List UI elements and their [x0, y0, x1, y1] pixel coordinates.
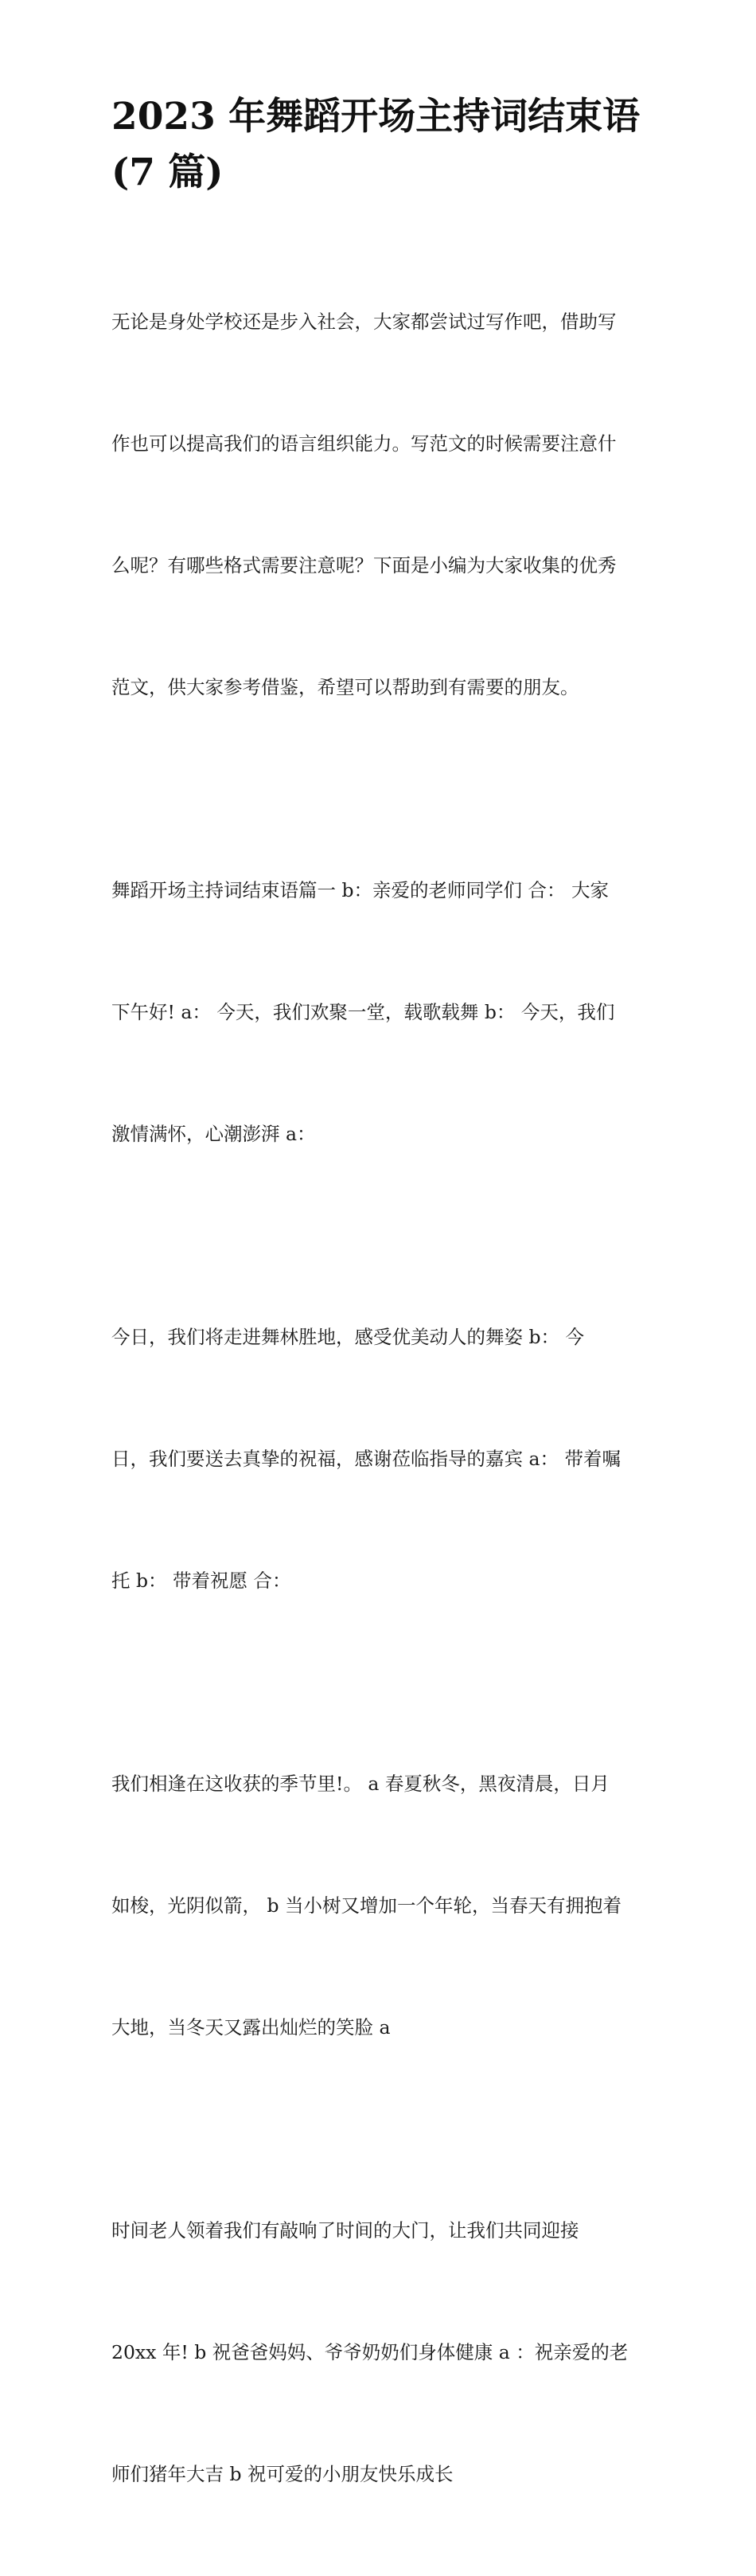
document-body: [111, 221, 661, 2576]
paragraph-blessing: [111, 2129, 661, 2576]
paragraph-opening: [111, 789, 661, 1236]
title-line-1: 2023 年舞蹈开场主持词结束语: [111, 95, 641, 139]
text-line: 20xx 年! b 祝爸爸妈妈、爷爷奶奶们身体健康 a ：祝亲爱的老: [111, 2341, 629, 2363]
text-line: 范文，供大家参考借鉴，希望可以帮助到有需要的朋友。: [111, 676, 579, 698]
text-line: 么呢？有哪些格式需要注意呢？下面是小编为大家收集的优秀: [111, 554, 617, 577]
text-line: 作也可以提高我们的语言组织能力。写范文的时候需要注意什: [111, 432, 617, 455]
text-line: 日，我们要送去真挚的祝福，感谢莅临指导的嘉宾 a： 带着嘱: [111, 1448, 621, 1470]
text-line: 今日，我们将走进舞林胜地，感受优美动人的舞姿 b： 今: [111, 1326, 584, 1348]
text-line: 大地，当冬天又露出灿烂的笑脸 a: [111, 2016, 391, 2039]
text-line: 激情满怀，心潮澎湃 a：: [111, 1123, 316, 1145]
text-line: 师们猪年大吉 b 祝可爱的小朋友快乐成长: [111, 2463, 454, 2485]
text-line: 时间老人领着我们有敲响了时间的大门，让我们共同迎接: [111, 2219, 579, 2242]
paragraph-today: [111, 1236, 661, 1683]
text-line: 我们相逢在这收获的季节里!。 a 春夏秋冬，黑夜清晨，日月: [111, 1773, 610, 1795]
text-line: 托 b： 带着祝愿 合：: [111, 1569, 291, 1592]
text-line: 下午好! a： 今天，我们欢聚一堂，载歌载舞 b： 今天，我们: [111, 1001, 615, 1023]
text-line: 舞蹈开场主持词结束语篇一 b：亲爱的老师同学们 合： 大家: [111, 879, 609, 901]
document-title: [111, 89, 661, 201]
title-line-2: (7 篇): [111, 150, 224, 194]
text-line: 如梭，光阴似箭， b 当小树又增加一个年轮，当春天有拥抱着: [111, 1894, 622, 1917]
paragraph-season: [111, 1683, 661, 2129]
paragraph-intro: [111, 221, 661, 789]
text-line: 无论是身处学校还是步入社会，大家都尝试过写作吧，借助写: [111, 311, 617, 333]
